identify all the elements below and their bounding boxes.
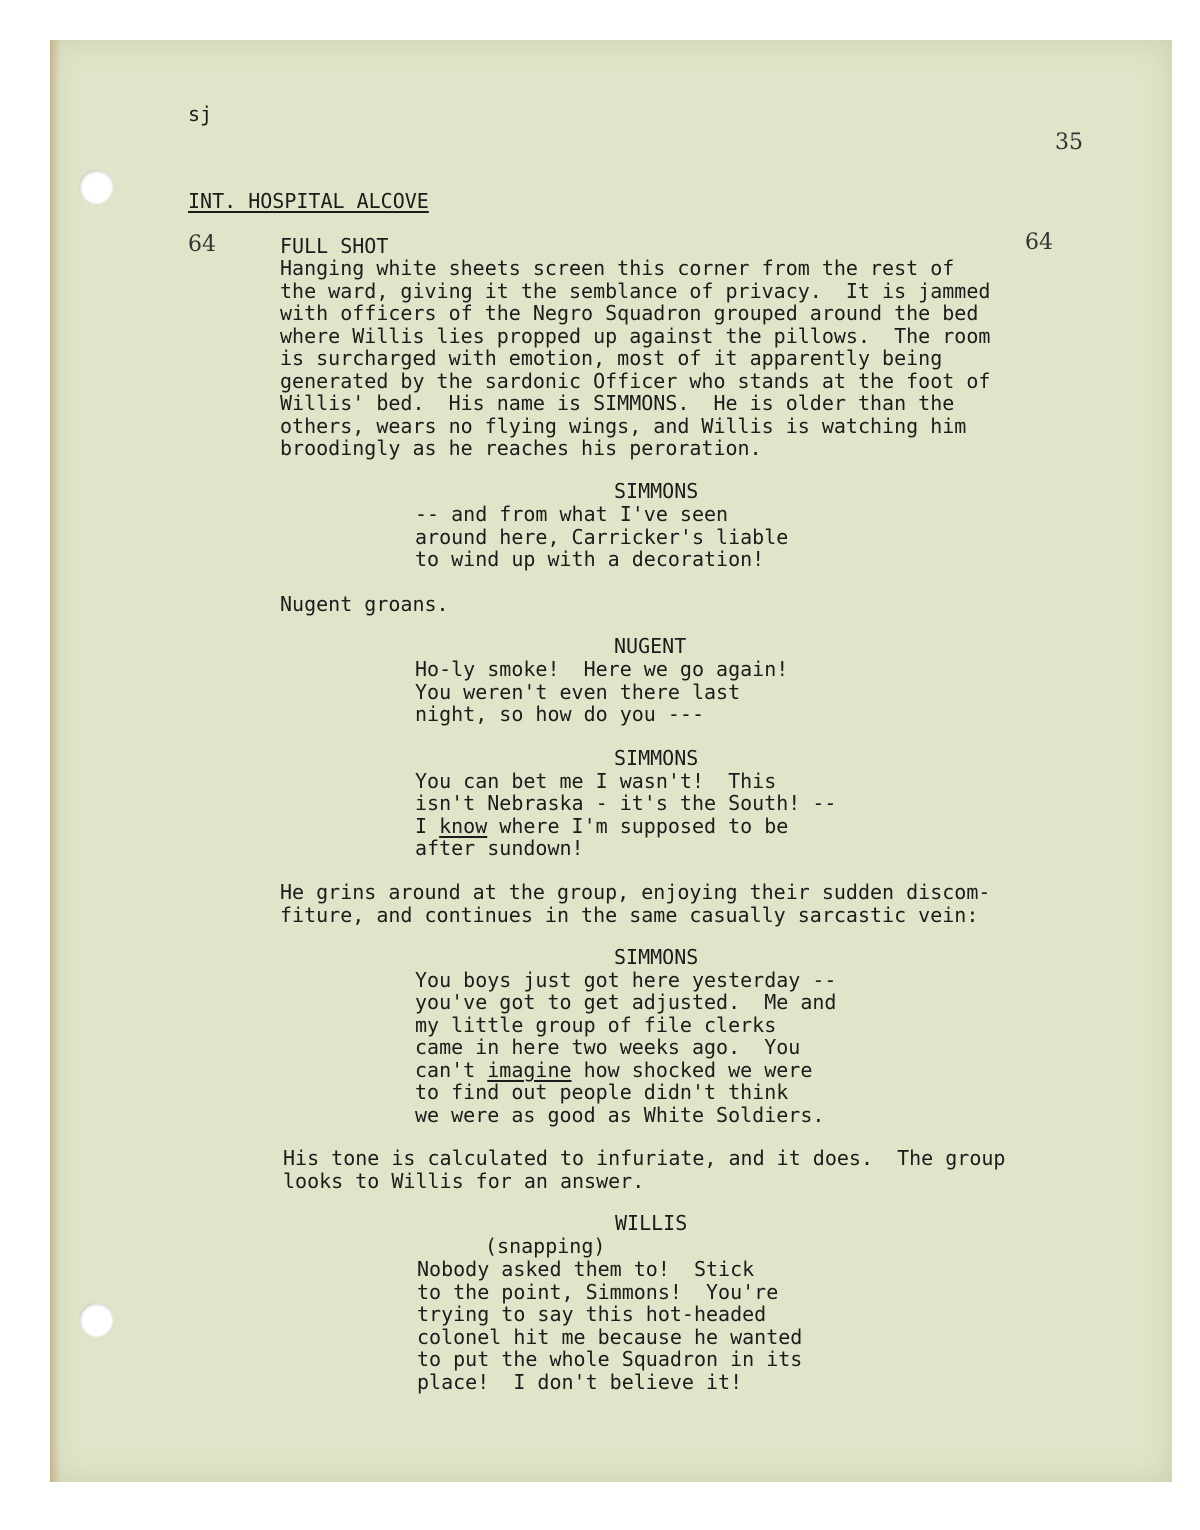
emphasis-word: imagine <box>487 1058 572 1082</box>
character-cue-simmons-2: SIMMONS <box>614 746 699 770</box>
action-paragraph-2: Nugent groans. <box>280 592 449 616</box>
dialogue-simmons-3-line-3: my little group of file clerks <box>415 1013 777 1037</box>
dialogue-simmons-3-line-5 <box>415 1059 812 1082</box>
dialogue-simmons-3-line-7: we were as good as White Soldiers. <box>415 1103 825 1127</box>
character-cue-simmons-1: SIMMONS <box>614 479 699 503</box>
dialogue-simmons-3-line-6: to find out people didn't think <box>415 1080 789 1104</box>
scene-heading: INT. HOSPITAL ALCOVE <box>188 189 429 213</box>
dialogue-simmons-2-line-2: isn't Nebraska - it's the South! -- <box>415 791 837 815</box>
character-cue-simmons-3: SIMMONS <box>614 945 699 969</box>
dialogue-simmons-3-line-2: you've got to get adjusted. Me and <box>415 990 837 1014</box>
dialogue-willis: Nobody asked them to! Stick to the point, Simmons! You're trying to say this hot-headed colonel hit me because he wanted to put the whole Squadron in its place! I don't believe it! <box>417 1257 803 1394</box>
text-segment: I <box>415 814 440 838</box>
dialogue-simmons-2-line-1: You can bet me I wasn't! This <box>415 769 777 793</box>
parenthetical-willis: (snapping) <box>485 1234 606 1258</box>
action-paragraph-3: He grins around at the group, enjoying their sudden discom- fiture, and continues in the same casually sarcastic vein: <box>280 880 991 927</box>
dialogue-simmons-3-line-4: came in here two weeks ago. You <box>415 1035 801 1059</box>
character-cue-willis: WILLIS <box>615 1211 688 1235</box>
shot-number-right: 64 <box>1025 230 1053 255</box>
action-paragraph-4: His tone is calculated to infuriate, and it does. The group looks to Willis for an answer. <box>283 1146 1006 1193</box>
dialogue-simmons-2-line-3 <box>415 815 788 838</box>
dialogue-simmons-3-line-1: You boys just got here yesterday -- <box>415 968 837 992</box>
text-segment: can't <box>415 1058 488 1082</box>
page-number: 35 <box>1055 130 1083 155</box>
initials: sj <box>188 102 213 126</box>
text-segment: how shocked we were <box>571 1058 813 1082</box>
shot-number-left: 64 <box>188 232 216 257</box>
text-segment: where I'm supposed to be <box>487 814 789 838</box>
punch-hole-bottom <box>79 1303 113 1337</box>
action-paragraph-1: Hanging white sheets screen this corner from the rest of the ward, giving it the semblance of privacy. It is jammed with officers of the Negro Squadron grouped around the bed where Willis lies propped up against the pillows. The room is surcharged with emotion, most of it apparently being generated by the sardonic Officer who stands at the foot of Willis' bed. His name is SIMMONS. He is older than the others, wears no flying wings, and Willis is watching him broodingly as he reaches his peroration. <box>280 256 991 460</box>
dialogue-simmons-2-line-4: after sundown! <box>415 836 584 860</box>
character-cue-nugent: NUGENT <box>614 634 687 658</box>
punch-hole-top <box>79 170 113 204</box>
dialogue-simmons-1: -- and from what I've seen around here, Carricker's liable to wind up with a decoration! <box>415 502 789 571</box>
shot-type: FULL SHOT <box>280 234 389 258</box>
dialogue-nugent: Ho-ly smoke! Here we go again! You weren't even there last night, so how do you --- <box>415 657 789 726</box>
emphasis-word: know <box>439 814 488 838</box>
